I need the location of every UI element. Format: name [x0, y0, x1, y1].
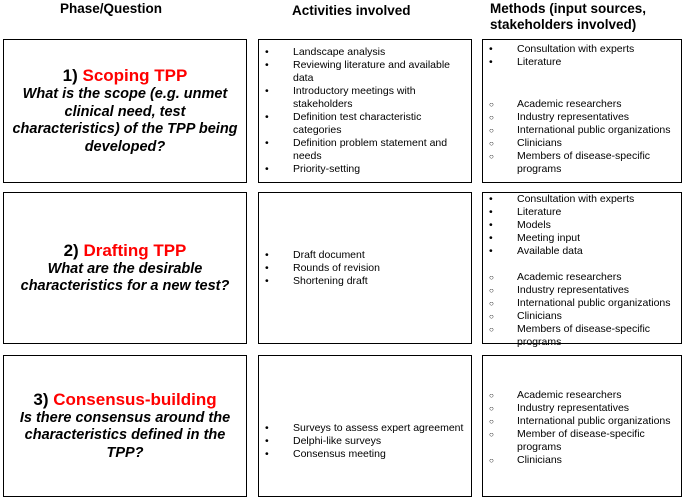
methods-list	[483, 193, 681, 349]
activities-box-consensus	[258, 355, 472, 497]
stakeholder-item: ○ Clinicians	[483, 454, 681, 467]
method-item: • Available data	[483, 245, 681, 258]
phase-name: Drafting TPP	[83, 240, 187, 260]
stakeholder-item: ○ International public organizations	[483, 415, 681, 428]
stakeholder-item: ○ Academic researchers	[483, 389, 681, 402]
phase-title-scoping	[63, 66, 188, 86]
phase-number: 1)	[62, 66, 78, 85]
method-item: • Meeting input	[483, 232, 681, 245]
methods-list	[483, 40, 681, 176]
activity-item: • Draft document	[259, 249, 471, 262]
stakeholders-list	[483, 356, 681, 467]
phase-question: What are the desirable characteristics for a new test?	[20, 260, 230, 294]
phase-box-consensus	[3, 355, 247, 497]
stakeholder-item: ○ Clinicians	[483, 310, 681, 323]
stakeholder-item: ○ Industry representatives	[483, 284, 681, 297]
stakeholder-item: ○ Members of disease-specific programs	[483, 150, 681, 176]
stakeholder-item: ○ Industry representatives	[483, 111, 681, 124]
header-methods-line1: Methods (input sources,	[490, 1, 647, 16]
header-methods	[490, 1, 685, 33]
method-item: • Literature	[483, 56, 681, 69]
phase-name: Scoping TPP	[82, 66, 188, 85]
phase-title-drafting	[64, 241, 187, 261]
header-activities: Activities involved	[292, 3, 411, 18]
stakeholder-item: ○ Member of disease-specific programs	[483, 428, 681, 454]
method-item: • Models	[483, 219, 681, 232]
methods-box-consensus	[482, 355, 682, 497]
stakeholder-item: ○ Members of disease-specific programs	[483, 323, 681, 349]
activity-item: • Consensus meeting	[259, 448, 471, 461]
activity-item: • Delphi-like surveys	[259, 435, 471, 448]
methods-box-drafting	[482, 192, 682, 348]
activity-item: • Rounds of revision	[259, 262, 471, 275]
phase-box-scoping	[3, 39, 247, 183]
header-methods-line2: stakeholders involved)	[490, 17, 637, 32]
stakeholder-item: ○ International public organizations	[483, 297, 681, 310]
activities-list	[259, 422, 471, 461]
activity-item: • Landscape analysis	[259, 46, 471, 59]
method-item: • Consultation with experts	[483, 193, 681, 206]
phase-box-drafting	[3, 192, 247, 344]
phase-name: Consensus-building	[53, 389, 217, 409]
stakeholder-item: ○ Clinicians	[483, 137, 681, 150]
phase-number: 2)	[63, 240, 79, 260]
activity-item: • Introductory meetings with stakeholders	[259, 85, 471, 111]
activities-list	[259, 46, 471, 176]
stakeholder-item: ○ Academic researchers	[483, 98, 681, 111]
activity-item: • Priority-setting	[259, 163, 471, 176]
activity-item: • Reviewing literature and available data	[259, 59, 471, 85]
phase-title-consensus	[33, 390, 216, 410]
phase-number: 3)	[33, 389, 49, 409]
activity-item: • Shortening draft	[259, 275, 471, 288]
method-item: • Consultation with experts	[483, 43, 681, 56]
stakeholder-item: ○ Academic researchers	[483, 271, 681, 284]
activities-list	[259, 249, 471, 288]
phase-question: Is there consensus around the characteristics defined in the TPP?	[19, 409, 231, 461]
phase-question: What is the scope (e.g. unmet clinical need, test characteristics) of the TPP being developed?	[12, 86, 238, 155]
activities-box-drafting	[258, 192, 472, 344]
methods-box-scoping	[482, 39, 682, 183]
activity-item: • Definition problem statement and needs	[259, 137, 471, 163]
header-phase-question: Phase/Question	[60, 1, 163, 16]
activity-item: • Surveys to assess expert agreement	[259, 422, 471, 435]
stakeholder-item: ○ Industry representatives	[483, 402, 681, 415]
activities-box-scoping	[258, 39, 472, 183]
stakeholder-item: ○ International public organizations	[483, 124, 681, 137]
method-item: • Literature	[483, 206, 681, 219]
activity-item: • Definition test characteristic categories	[259, 111, 471, 137]
